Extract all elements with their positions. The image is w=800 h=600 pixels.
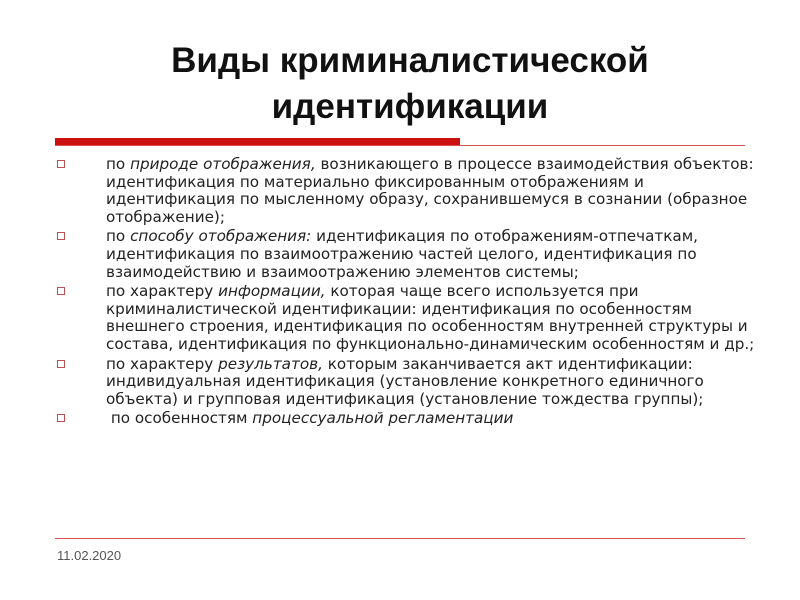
slide-title-line-1: Виды криминалистической: [171, 41, 649, 80]
slide-title-line-2: идентификации: [271, 87, 549, 126]
bullet-list: [55, 156, 755, 430]
square-bullet-icon: [57, 287, 65, 295]
bullet-item: [55, 228, 755, 281]
bullet-item: [55, 356, 755, 409]
bullet-text-italic: информации,: [218, 282, 326, 301]
title-accent-bar: [55, 138, 460, 145]
title-divider-line: [55, 145, 745, 146]
bullet-text-plain: по характеру: [106, 354, 219, 373]
bullet-item: [55, 410, 755, 428]
footer-divider-line: [55, 538, 745, 539]
slide-title: [40, 38, 780, 130]
bullet-text-plain: по характеру: [106, 282, 219, 301]
square-bullet-icon: [57, 160, 65, 168]
bullet-text-italic: результатов,: [218, 354, 323, 373]
slide-date: 11.02.2020: [57, 548, 122, 563]
bullet-text-italic: способу отображения:: [130, 227, 312, 246]
bullet-text-italic: природе отображения,: [130, 155, 316, 173]
square-bullet-icon: [57, 414, 65, 422]
square-bullet-icon: [57, 360, 65, 368]
bullet-text-rest: идентификация по отображениям-отпечаткам, идентификация по взаимоотражению частей целого, идентификация по взаимодействию и взаимоотражению элементов системы;: [106, 227, 698, 281]
bullet-text-rest: которым заканчивается акт идентификации: индивидуальная идентификация (установление конкретного единичного объекта) и групповая идентификация (установление тождества группы);: [106, 354, 704, 408]
bullet-text-plain: по особенностям: [106, 409, 253, 428]
bullet-item: [55, 283, 755, 353]
bullet-text-plain: по: [106, 155, 131, 173]
bullet-text-italic: процессуальной регламентации: [252, 409, 514, 428]
bullet-text-plain: по: [106, 227, 131, 246]
bullet-text-rest: возникающего в процессе взаимодействия объектов: идентификация по материально фиксированным отображениям и идентификация по мысленному образу, сохранившемуся в сознании (образное отображение);: [106, 155, 754, 226]
bullet-text-rest: которая чаще всего используется при криминалистической идентификации: идентификация по особенностям внешнего строения, идентификация по особенностям внутренней структуры и состава, идентификация по функционально-динамическим особенностям и др.;: [106, 282, 755, 353]
bullet-item: [55, 156, 755, 226]
square-bullet-icon: [57, 232, 65, 240]
